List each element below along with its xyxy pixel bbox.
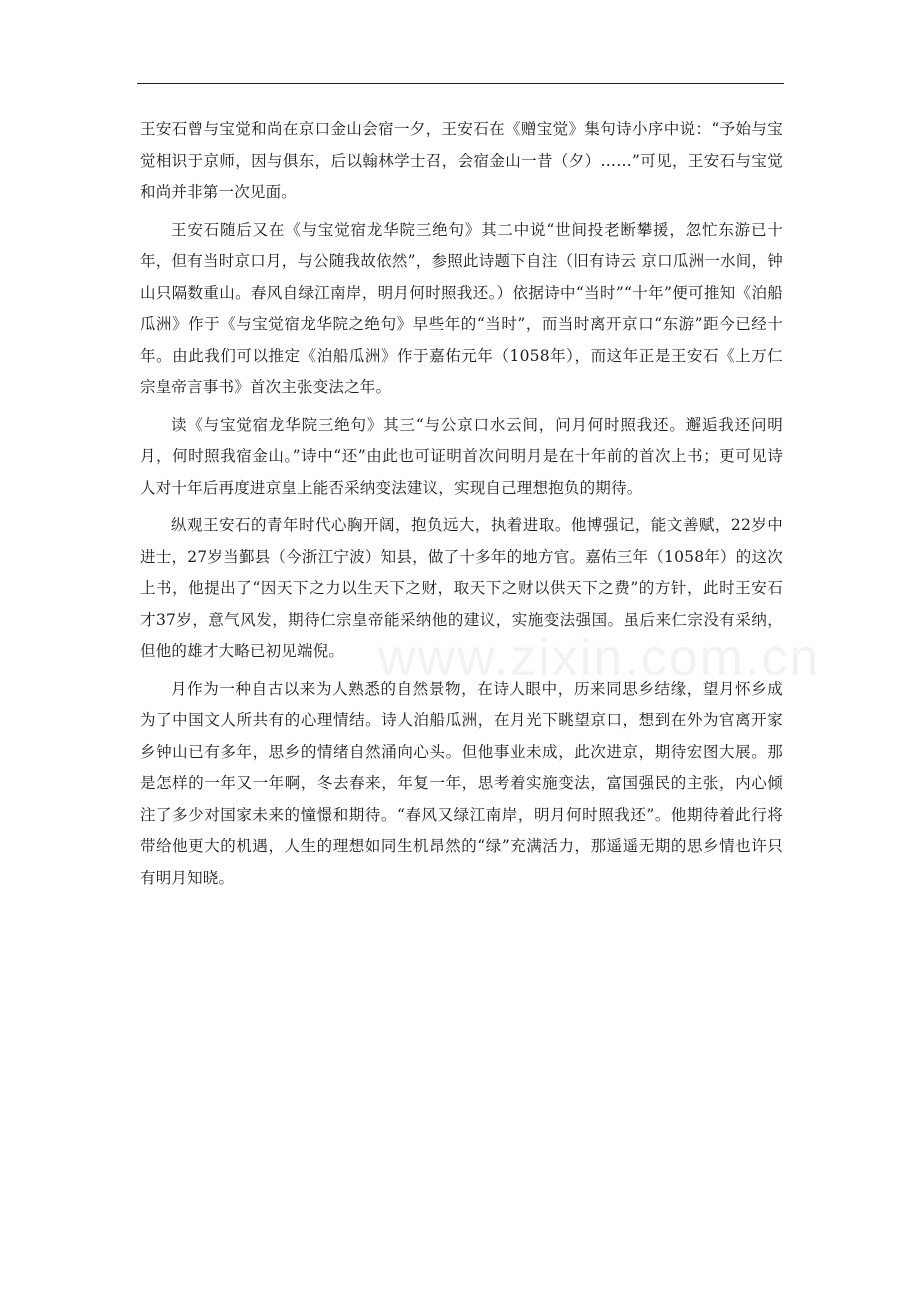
paragraph-4: 纵观王安石的青年时代心胸开阔，抱负远大，执着进取。他博强记，能文善赋，22岁中进士，27岁当鄞县（今浙江宁波）知县，做了十多年的地方官。嘉佑三年（1058年）的这次上书，他提出了“因天下之力以生天下之财，取天下之财以供天下之费”的方针，此时王安石才37岁，意气风发，期待仁宗皇帝能采纳他的建议，实施变法强国。虽后来仁宗没有采纳，但他的雄才大略已初见端倪。 (140, 516, 783, 660)
paragraph-3: 读《与宝觉宿龙华院三绝句》其三“与公京口水云间，问月何时照我还。邂逅我还问明月，何时照我宿金山。”诗中“还”由此也可证明首次问明月是在十年前的首次上书；更可见诗人对十年后再度进京皇上能否采纳变法建议，实现自己理想抱负的期待。 (140, 415, 783, 497)
document-body (140, 114, 783, 900)
paragraph-1: 王安石曾与宝觉和尚在京口金山会宿一夕，王安石在《赠宝觉》集句诗小序中说：“予始与宝觉相识于京师，因与俱东，后以翰林学士召，会宿金山一昔（夕）……”可见，王安石与宝觉和尚并非第一次见面。 (140, 120, 783, 201)
watermark: www.zixin.com.cn (378, 629, 821, 687)
header-rule (137, 83, 784, 84)
paragraph-2: 王安石随后又在《与宝觉宿龙华院三绝句》其二中说“世间投老断攀援，忽忙东游已十年，但有当时京口月，与公随我故依然”，参照此诗题下自注（旧有诗云 京口瓜洲一水间，钟山只隔数重山。春风自绿江南岸，明月何时照我还。）依据诗中“当时”“十年”便可推知《泊船瓜洲》作于《与宝觉宿龙华院之绝句》早些年的“当时”，而当时离开京口“东游”距今已经十年。由此我们可以推定《泊船瓜洲》作于嘉佑元年（1058年），而这年正是王安石《上万仁宗皇帝言事书》首次主张变法之年。 (140, 220, 783, 396)
paragraph-5: 月作为一种自古以来为人熟悉的自然景物，在诗人眼中，历来同思乡结缘，望月怀乡成为了中国文人所共有的心理情结。诗人泊船瓜洲，在月光下眺望京口，想到在外为官离开家乡钟山已有多年，思乡的情绪自然涌向心头。但他事业未成，此次进京，期待宏图大展。那是怎样的一年又一年啊，冬去春来，年复一年，思考着实施变法，富国强民的主张，内心倾注了多少对国家未来的憧憬和期待。“春风又绿江南岸，明月何时照我还”。他期待着此行将带给他更大的机遇，人生的理想如同生机昂然的“绿”充满活力，那遥遥无期的思乡情也许只有明月知晓。 (140, 679, 783, 887)
